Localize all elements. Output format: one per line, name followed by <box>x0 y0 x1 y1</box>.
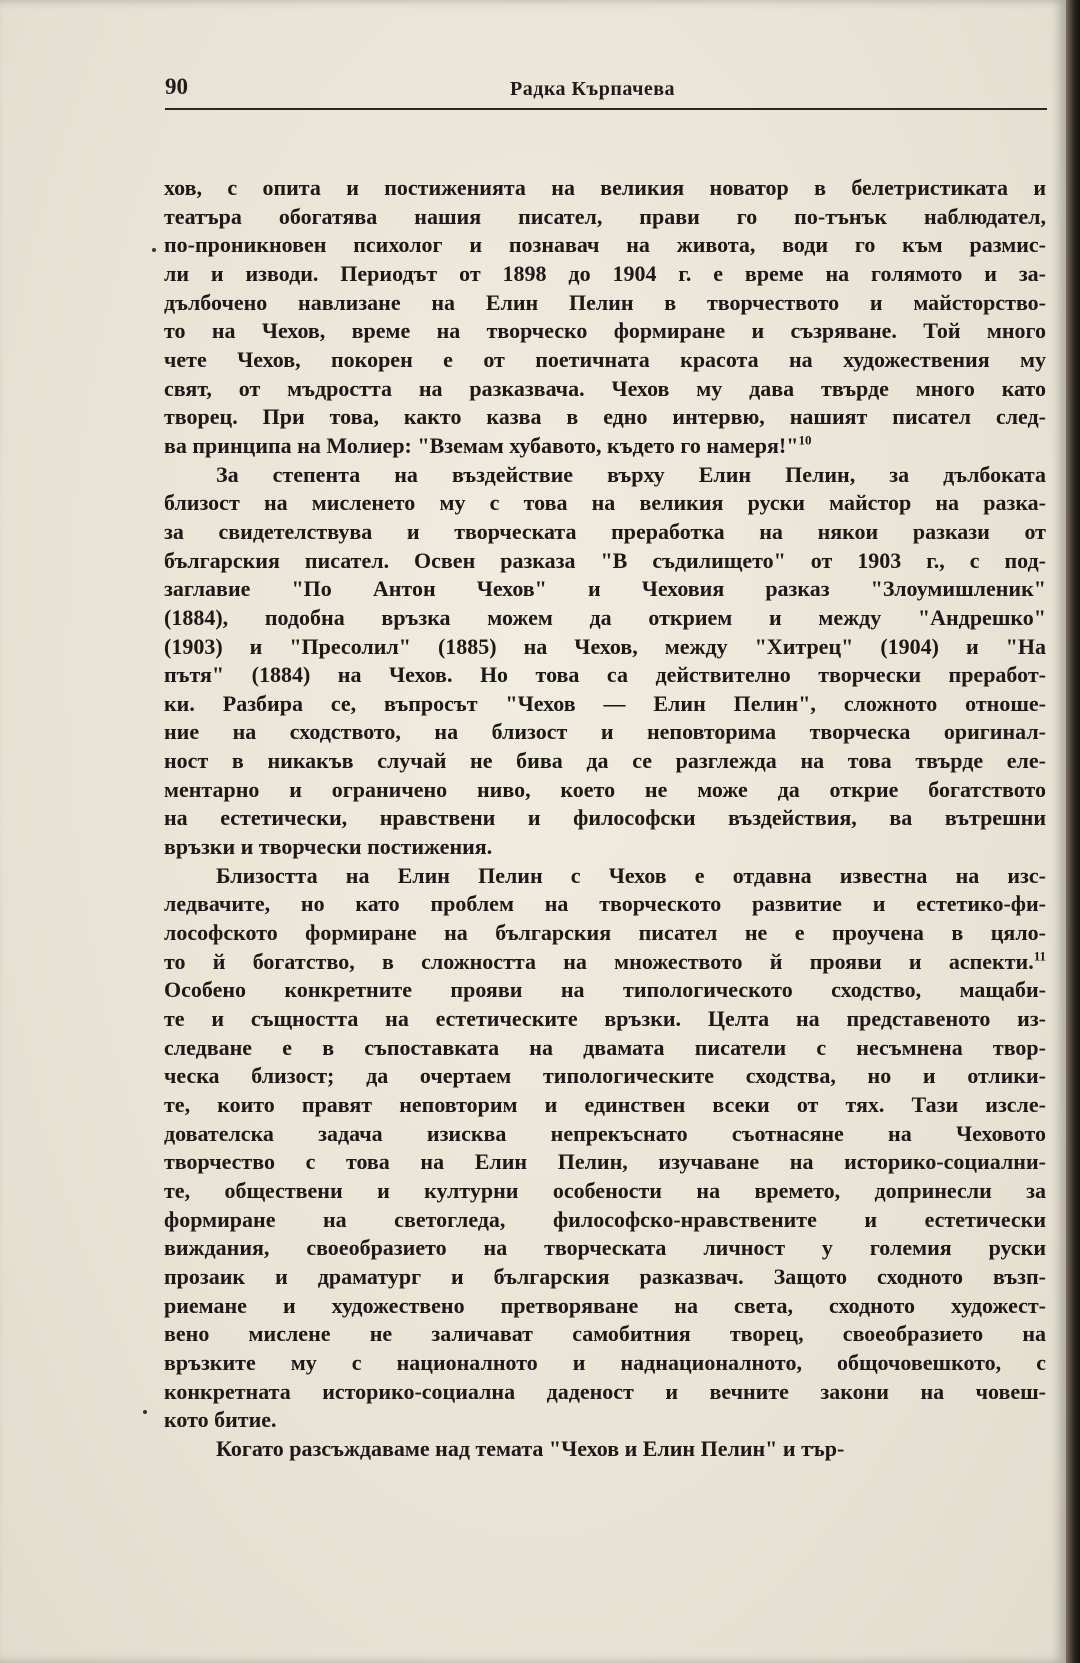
text-line-content: театъра обогатява нашия писател, прави го по-тънък наблюдател, <box>164 203 1046 229</box>
text-line <box>164 1378 1046 1407</box>
text-line <box>164 1091 1046 1120</box>
margin-mark <box>152 248 156 252</box>
text-line-content: вено мислене не заличават самобитния творец, своеобразието на <box>164 1321 1046 1347</box>
text-line <box>164 976 1046 1005</box>
text-line <box>164 604 1046 633</box>
book-spine-edge <box>1066 0 1080 1663</box>
running-head: Радка Кърпачева <box>510 78 676 100</box>
text-line-content: (1884), подобна връзка можем да открием и между "Андрешко" <box>164 604 1046 630</box>
footnote-marker: 10 <box>798 432 812 448</box>
body-text <box>164 174 1046 1464</box>
text-line <box>164 661 1046 690</box>
text-line-content: то на Чехов, време на творческо формиране и съзряване. Той много <box>164 318 1046 344</box>
text-line <box>164 1435 1046 1464</box>
text-line <box>164 804 1046 833</box>
text-line-content: риемане и художествено претворяване на света, сходното художест- <box>164 1292 1046 1318</box>
text-line-content: Особено конкретните прояви на типологическото сходство, мащаби- <box>164 977 1046 1003</box>
text-line-content: българския писател. Освен разказа "В съдилището" от 1903 г., с под- <box>164 547 1046 573</box>
text-line-content: свят, от мъдростта на разказвача. Чехов му дава твърде много като <box>164 375 1046 401</box>
text-line-content: те, обществени и културни особености на времето, допринесли за <box>164 1177 1046 1203</box>
text-line-content: ли и изводи. Периодът от 1898 до 1904 г. е време на голямото и за- <box>164 260 1046 286</box>
text-line <box>164 174 1046 203</box>
text-line <box>164 1406 1046 1435</box>
text-line <box>164 289 1046 318</box>
text-line-content: чете Чехов, покорен е от поетичната красота на художествения му <box>164 346 1046 372</box>
text-line <box>164 919 1046 948</box>
text-line <box>164 518 1046 547</box>
text-line-content: формиране на светогледа, философско-нравствените и естетически <box>164 1206 1046 1232</box>
text-line-content: то й богатство, в сложността на множеството й прояви и аспекти. <box>164 948 1034 974</box>
text-line <box>164 1034 1046 1063</box>
text-line <box>164 461 1046 490</box>
text-line-content: творчество с това на Елин Пелин, изучаване на историко-социални- <box>164 1149 1046 1175</box>
text-line <box>164 231 1046 260</box>
text-line <box>164 432 1046 461</box>
text-line-content: пътя" (1884) на Чехов. Но това са действително творчески преработ- <box>164 662 1046 688</box>
text-line <box>164 1234 1046 1263</box>
text-line-content: дователска задача изисква непрекъснато съотнасяне на Чеховото <box>164 1120 1046 1146</box>
text-line-content: дълбочено навлизане на Елин Пелин в творчеството и майсторство- <box>164 289 1046 315</box>
text-line <box>164 890 1046 919</box>
text-line <box>164 1005 1046 1034</box>
text-line-content: за свидетелствува и творческата преработка на някои разкази от <box>164 518 1046 544</box>
text-line-content: връзки и творчески постижения. <box>164 834 493 860</box>
text-line-content: творец. При това, както казва в едно интервю, нашият писател след- <box>164 404 1046 430</box>
text-line-content: хов, с опита и постиженията на великия новатор в белетристиката и <box>164 175 1046 200</box>
text-line <box>164 260 1046 289</box>
text-line <box>164 1349 1046 1378</box>
text-line-content: (1903) и "Пресолил" (1885) на Чехов, между "Хитрец" (1904) и "На <box>164 633 1046 659</box>
text-line <box>164 948 1046 977</box>
text-line <box>164 862 1046 891</box>
text-line <box>164 1206 1046 1235</box>
text-line-content: За степента на въздействие върху Елин Пелин, за дълбоката <box>216 461 1046 487</box>
text-line <box>164 1292 1046 1321</box>
text-line <box>164 575 1046 604</box>
text-line <box>164 1320 1046 1349</box>
text-line-content: виждания, своеобразието на творческата личност у големия руски <box>164 1235 1046 1261</box>
text-line-content: връзките му с националното и наднационалното, общочовешкото, с <box>164 1349 1046 1375</box>
text-line <box>164 1062 1046 1091</box>
page-header <box>165 74 1047 110</box>
text-line <box>164 346 1046 375</box>
text-line-content: конкретната историко-социална даденост и вечните закони на човеш- <box>164 1378 1046 1404</box>
page-number: 90 <box>165 74 188 99</box>
text-line <box>164 1263 1046 1292</box>
text-line-content: ческа близост; да очертаем типологическите сходства, но и отлики- <box>164 1063 1046 1089</box>
text-line-content: ки. Разбира се, въпросът "Чехов — Елин Пелин", сложното отноше- <box>164 690 1046 716</box>
footnote-marker: 11 <box>1033 948 1046 964</box>
text-line <box>164 317 1046 346</box>
text-line-content: ние на сходството, на близост и неповторима творческа оригинал- <box>164 719 1046 745</box>
text-line-content: кото битие. <box>164 1407 277 1433</box>
text-line-content: ва принципа на Молиер: "Вземам хубавото, където го намеря!" <box>164 432 799 458</box>
text-line <box>164 403 1046 432</box>
text-line <box>164 1120 1046 1149</box>
text-line-content: Когато разсъждаваме над темата "Чехов и Елин Пелин" и тър- <box>216 1435 845 1461</box>
text-line <box>164 690 1046 719</box>
text-line <box>164 1148 1046 1177</box>
text-line <box>164 1177 1046 1206</box>
text-line <box>164 633 1046 662</box>
text-line-content: лософското формиране на българския писател не е проучена в цяло- <box>164 920 1046 946</box>
text-line-content: заглавие "По Антон Чехов" и Чеховия разказ "Злоумишленик" <box>164 576 1046 602</box>
text-line-content: ледвачите, но като проблем на творческото развитие и естетико-фи- <box>164 891 1046 917</box>
text-line-content: прозаик и драматург и българския разказвач. Защото сходното възп- <box>164 1263 1046 1289</box>
text-line-content: те, които правят неповторим и единствен всеки от тях. Тази изсле- <box>164 1092 1046 1117</box>
text-line <box>164 776 1046 805</box>
text-line-content: Близостта на Елин Пелин с Чехов е отдавна известна на изс- <box>216 862 1046 888</box>
text-line-content: близост на мисленето му с това на великия руски майстор на разка- <box>164 490 1046 516</box>
text-line-content: ментарно и ограничено ниво, което не може да открие богатството <box>164 776 1046 802</box>
margin-mark <box>143 1410 147 1414</box>
text-line <box>164 547 1046 576</box>
text-line <box>164 489 1046 518</box>
text-line <box>164 203 1046 232</box>
text-line-content: на естетически, нравствени и философски въздействия, ва вътрешни <box>164 805 1046 831</box>
text-line <box>164 375 1046 404</box>
text-line-content: по-проникновен психолог и познавач на живота, води го към размис- <box>164 232 1046 258</box>
text-line <box>164 747 1046 776</box>
text-line-content: те и същността на естетическите връзки. Целта на представеното из- <box>164 1006 1046 1032</box>
text-line <box>164 718 1046 747</box>
text-line-content: ност в никакъв случай не бива да се разглежда на това твърде еле- <box>164 748 1046 774</box>
text-line-content: следване е в съпоставката на двамата писатели с несъмнена твор- <box>164 1034 1046 1060</box>
text-line <box>164 833 1046 862</box>
